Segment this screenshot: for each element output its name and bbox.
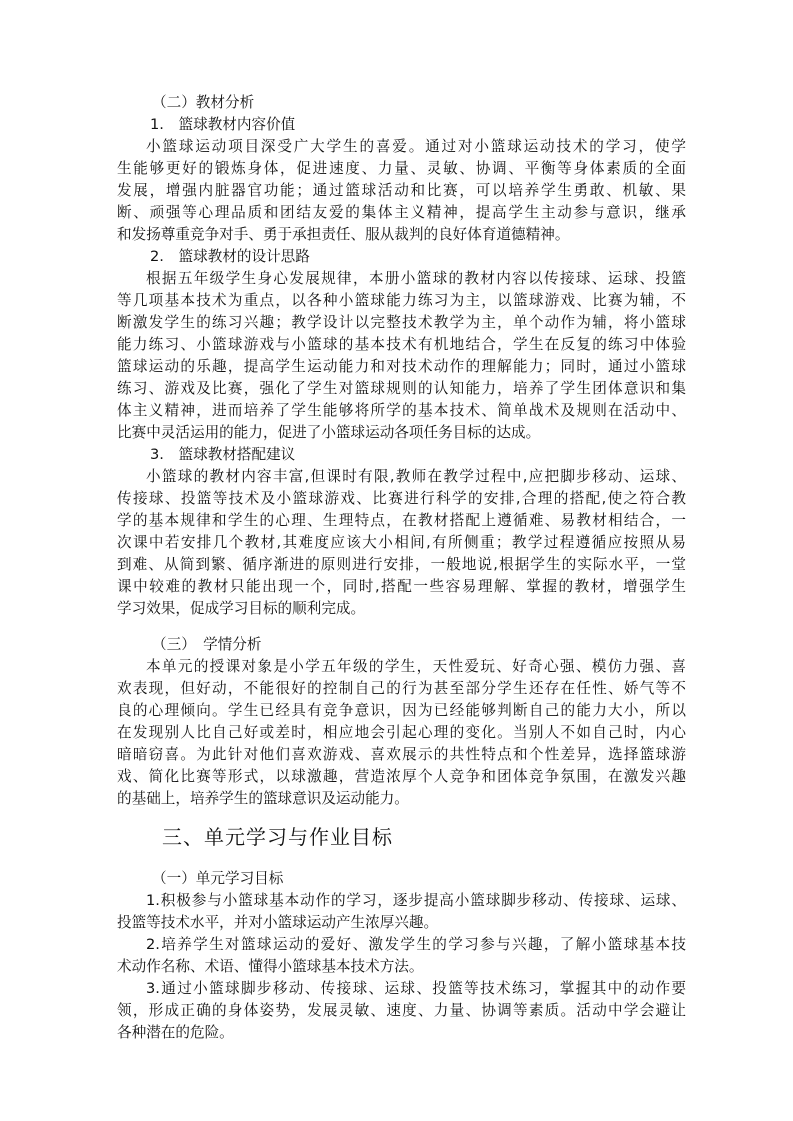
text-line: 戏、简化比赛等形式，以球激趣，营造浓厚个人竞争和团体竞争氛围，在激发兴趣 [117, 768, 686, 785]
text-line: 传接球、投篮等技术及小篮球游戏、比赛进行科学的安排,合理的搭配,使之符合教 [117, 490, 686, 507]
paragraph-design-idea [117, 268, 686, 444]
list-item-goal-2 [117, 934, 686, 978]
section-heading-textbook-analysis: （二）教材分析 [152, 94, 255, 111]
text-line: 术动作名称、术语、懂得小篮球基本技术方法。 [117, 958, 424, 975]
section-heading-student-analysis: （三） 学情分析 [152, 636, 262, 653]
text-line: 暗暗窃喜。为此针对他们喜欢游戏、喜欢展示的共性特点和个性差异，选择篮球游 [117, 746, 686, 763]
text-line: 断、顽强等心理品质和团结友爱的集体主义精神，提高学生主动参与意识，继承 [117, 204, 686, 221]
text-line: 学习效果，促成学习目标的顺利完成。 [117, 600, 366, 617]
text-line: 各种潜在的危险。 [117, 1024, 234, 1041]
subheading-pairing-advice: 3. 篮球教材搭配建议 [150, 446, 296, 463]
paragraph-content-value [117, 136, 686, 246]
text-line: 练习、游戏及比赛，强化了学生对篮球规则的认知能力，培养了学生团体意识和集 [117, 380, 686, 397]
text-line: 和发扬尊重竞争对手、勇于承担责任、服从裁判的良好体育道德精神。 [117, 226, 570, 243]
text-line: 学的基本规律和学生的心理、生理特点，在教材搭配上遵循难、易教材相结合，一 [117, 512, 686, 529]
text-line: 良的心理倾向。学生已经具有竞争意识，因为已经能够判断自己的能力大小，所以 [117, 702, 686, 719]
text-line: 到难、从简到繁、循序渐进的原则进行安排，一般地说,根据学生的实际水平，一堂 [117, 556, 686, 573]
paragraph-student-analysis [117, 656, 686, 810]
paragraph-pairing-advice [117, 466, 686, 620]
text-line: 3.通过小篮球脚步移动、传接球、运球、投篮等技术练习，掌握其中的动作要 [146, 980, 686, 997]
text-line: 欢表现，但好动，不能很好的控制自己的行为甚至部分学生还存在任性、娇气等不 [117, 680, 686, 697]
text-line: 发展，增强内脏器官功能；通过篮球活动和比赛，可以培养学生勇敢、机敏、果 [117, 182, 686, 199]
chapter-title: 三、单元学习与作业目标 [162, 825, 393, 849]
text-line: 的基础上，培养学生的篮球意识及运动能力。 [117, 790, 409, 807]
text-line: 等几项基本技术为重点，以各种小篮球能力练习为主，以篮球游戏、比赛为辅，不 [117, 292, 686, 309]
text-line: 在发现别人比自己好或差时，相应地会引起心理的变化。当别人不如自己时，内心 [117, 724, 686, 741]
text-line: 能力练习、小篮球游戏与小篮球的基本技术有机地结合，学生在反复的练习中体验 [117, 336, 686, 353]
text-line: 体主义精神，进而培养了学生能够将所学的基本技术、简单战术及规则在活动中、 [117, 402, 686, 419]
text-line: 投篮等技术水平，并对小篮球运动产生浓厚兴趣。 [117, 914, 439, 931]
text-line: 根据五年级学生身心发展规律，本册小篮球的教材内容以传接球、运球、投篮 [146, 270, 686, 287]
text-line: 小篮球运动项目深受广大学生的喜爱。通过对小篮球运动技术的学习，使学 [146, 138, 686, 155]
text-line: 断激发学生的练习兴趣；教学设计以完整技术教学为主，单个动作为辅，将小篮球 [117, 314, 686, 331]
text-line: 1.积极参与小篮球基本动作的学习，逐步提高小篮球脚步移动、传接球、运球、 [146, 892, 686, 909]
document-body [117, 92, 686, 1044]
text-line: 本单元的授课对象是小学五年级的学生，天性爱玩、好奇心强、模仿力强、喜 [146, 658, 686, 675]
text-line: 篮球运动的乐趣，提高学生运动能力和对技术动作的理解能力；同时，通过小篮球 [117, 358, 686, 375]
section-heading-unit-goals: （一）单元学习目标 [152, 870, 284, 887]
text-line: 生能够更好的锻炼身体，促进速度、力量、灵敏、协调、平衡等身体素质的全面 [117, 160, 686, 177]
text-line: 比赛中灵活运用的能力，促进了小篮球运动各项任务目标的达成。 [117, 424, 541, 441]
text-line: 次课中若安排几个教材,其难度应该大小相间,有所侧重；教学过程遵循应按照从易 [117, 534, 686, 551]
subheading-design-idea: 2. 篮球教材的设计思路 [150, 248, 310, 265]
text-line: 2.培养学生对篮球运动的爱好、激发学生的学习参与兴趣，了解小篮球基本技 [146, 936, 686, 953]
text-line: 课中较难的教材只能出现一个，同时,搭配一些容易理解、掌握的教材，增强学生 [117, 578, 686, 595]
text-line: 领，形成正确的身体姿势，发展灵敏、速度、力量、协调等素质。活动中学会避让 [117, 1002, 686, 1019]
list-item-goal-1 [117, 890, 686, 934]
text-line: 小篮球的教材内容丰富,但课时有限,教师在教学过程中,应把脚步移动、运球、 [146, 468, 686, 485]
list-item-goal-3 [117, 978, 686, 1044]
subheading-content-value: 1. 篮球教材内容价值 [150, 116, 296, 133]
